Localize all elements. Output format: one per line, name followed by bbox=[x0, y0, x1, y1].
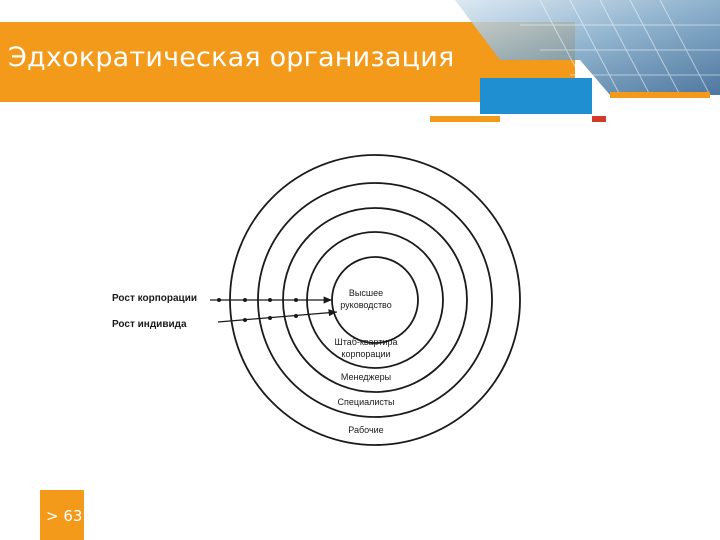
label-top-management-2: руководство bbox=[340, 300, 392, 310]
label-corporate-growth: Рост корпорации bbox=[112, 293, 197, 304]
label-managers: Менеджеры bbox=[340, 372, 392, 382]
red-accent-bar bbox=[592, 116, 606, 122]
individual-growth-arrow bbox=[218, 312, 337, 322]
label-individual-growth: Рост индивида bbox=[112, 319, 187, 330]
label-workers: Рабочие bbox=[348, 425, 384, 435]
label-headquarters-2: корпорации bbox=[341, 349, 391, 359]
label-specialists: Специалисты bbox=[337, 397, 395, 407]
label-top-management-1: Высшее bbox=[348, 288, 384, 298]
blue-accent-block bbox=[480, 78, 592, 114]
page-number: > 63 bbox=[46, 507, 83, 525]
header-building-image bbox=[420, 0, 720, 125]
slide-title: Эдхократическая организация bbox=[8, 42, 455, 73]
concentric-organization-diagram bbox=[100, 150, 540, 460]
orange-accent-line bbox=[610, 92, 710, 98]
orange-accent-bar bbox=[430, 116, 500, 122]
label-headquarters-1: Штаб-квартира bbox=[334, 337, 398, 347]
